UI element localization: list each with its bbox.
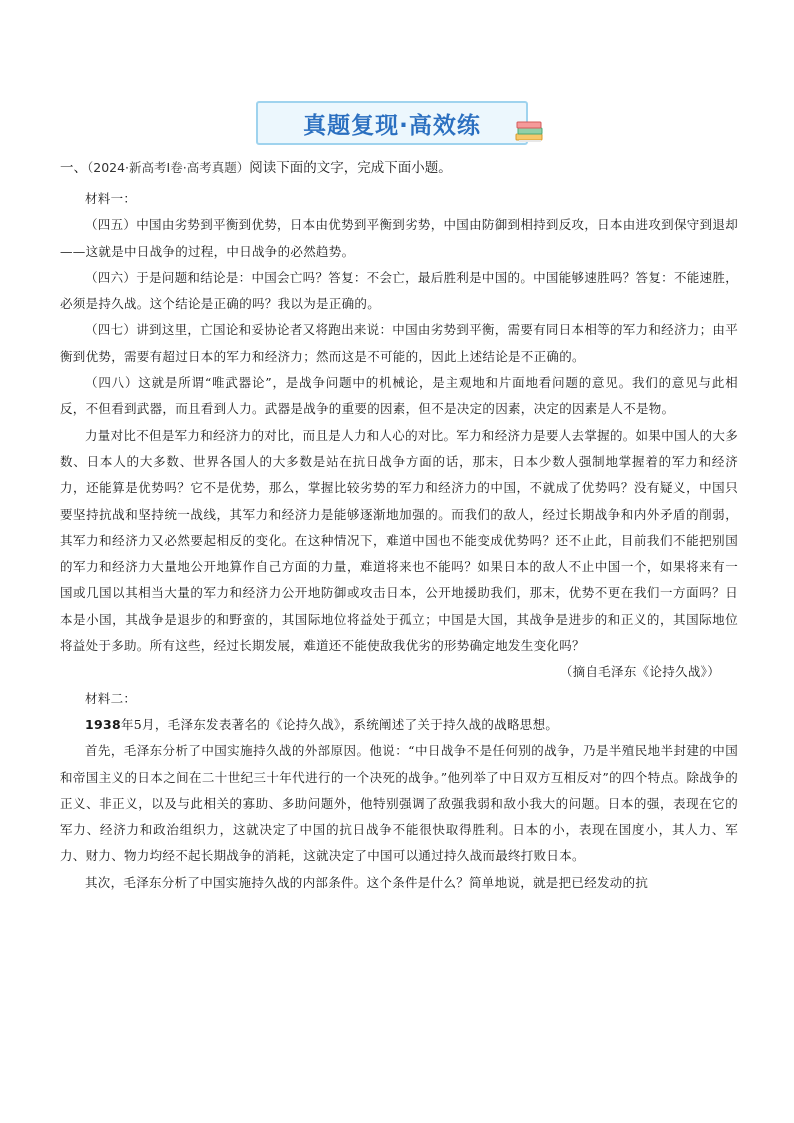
- question-number: 一、: [60, 160, 87, 176]
- question-header: [60, 156, 738, 180]
- material1-paragraph: （四八）这就是所谓“唯武器论”，是战争问题中的机械论，是主观地和片面地看问题的意见。我们的意见与此相反，不但看到武器，而且看到人力。武器是战争的重要的因素，但不是决定的因素，决定的因素是人不是物。: [60, 375, 738, 417]
- material2-intro: [60, 712, 738, 738]
- material2-paragraph: 其次，毛泽东分析了中国实施持久战的内部条件。这个条件是什么？简单地说，就是把已经发动的抗: [85, 874, 649, 890]
- material1-source: （摘自毛泽东《论持久战》）: [559, 664, 720, 680]
- question-instruction: 阅读下面的文字，完成下面小题。: [249, 160, 452, 176]
- material2-intro-text: 年5月，毛泽东发表著名的《论持久战》，系统阐述了关于持久战的战略思想。: [121, 716, 559, 732]
- material1-paragraph: （四七）讲到这里，亡国论和妥协论者又将跑出来说：中国由劣势到平衡，需要有同日本相等的军力和经济力；由平衡到优势，需要有超过日本的军力和经济力；然而这是不可能的，因此上述结论是不正确的。: [60, 322, 738, 364]
- banner-title: 真题复现·高效练: [303, 112, 481, 139]
- document-body: [60, 152, 738, 896]
- material2-paragraph: 首先，毛泽东分析了中国实施持久战的外部原因。他说：“中日战争不是任何别的战争，乃是半殖民地半封建的中国和帝国主义的日本之间在二十世纪三十年代进行的一个决死的战争。”他列举了中日双方互相反对”的四个特点。除战争的正义、非正义，以及与此相关的寡助、多助问题外，他特别强调了敌强我弱和敌小我大的问题。日本的强，表现在它的军力、经济力和政治组织力，这就决定了中国的抗日战争不能很快取得胜利。日本的小，表现在国度小，其人力、军力、财力、物力均经不起长期战争的消耗，这就决定了中国可以通过持久战而最终打败日本。: [60, 743, 738, 864]
- material1-paragraph: 力量对比不但是军力和经济力的对比，而且是人力和人心的对比。军力和经济力是要人去掌握的。如果中国人的大多数、日本人的大多数、世界各国人的大多数是站在抗日战争方面的话，那末，日本少数人强制地掌握着的军力和经济力，还能算是优势吗？它不是优势，那么，掌握比较劣势的军力和经济力的中国，不就成了优势吗？没有疑义，中国只要坚持抗战和坚持统一战线，其军力和经济力是能够逐渐地加强的。而我们的敌人，经过长期战争和内外矛盾的削弱，其军力和经济力又必然要起相反的变化。在这种情况下，难道中国也不能变成优势吗？还不止此，目前我们不能把别国的军力和经济力大量地公开地算作自己方面的力量，难道将来也不能吗？如果日本的敌人不止中国一个，如果将来有一国或几国以其相当大量的军力和经济力公开地防御或攻击日本，公开地援助我们，那末，优势不更在我们一方面吗？日本是小国，其战争是退步的和野蛮的，其国际地位将益处于孤立；中国是大国，其战争是进步的和正义的，其国际地位将益处于多助。所有这些，经过长期发展，难道还不能使敌我优劣的形势确定地发生变化吗？: [60, 427, 738, 654]
- books-icon: [514, 118, 546, 144]
- material2-year: 1938: [85, 716, 121, 732]
- question-tag: （2024·新高考Ⅰ卷·高考真题）: [87, 160, 250, 175]
- section-banner: [256, 101, 528, 145]
- material1-label: 材料一：: [85, 191, 137, 206]
- material1-paragraph: （四六）于是问题和结论是：中国会亡吗？答复：不会亡，最后胜利是中国的。中国能够速胜吗？答复：不能速胜，必须是持久战。这个结论是正确的吗？我以为是正确的。: [60, 269, 738, 312]
- material1-paragraph: （四五）中国由劣势到平衡到优势，日本由优势到平衡到劣势，中国由防御到相持到反攻，日本由进攻到保守到退却——这就是中日战争的过程，中日战争的必然趋势。: [60, 217, 738, 259]
- material2-label: 材料二：: [85, 690, 137, 706]
